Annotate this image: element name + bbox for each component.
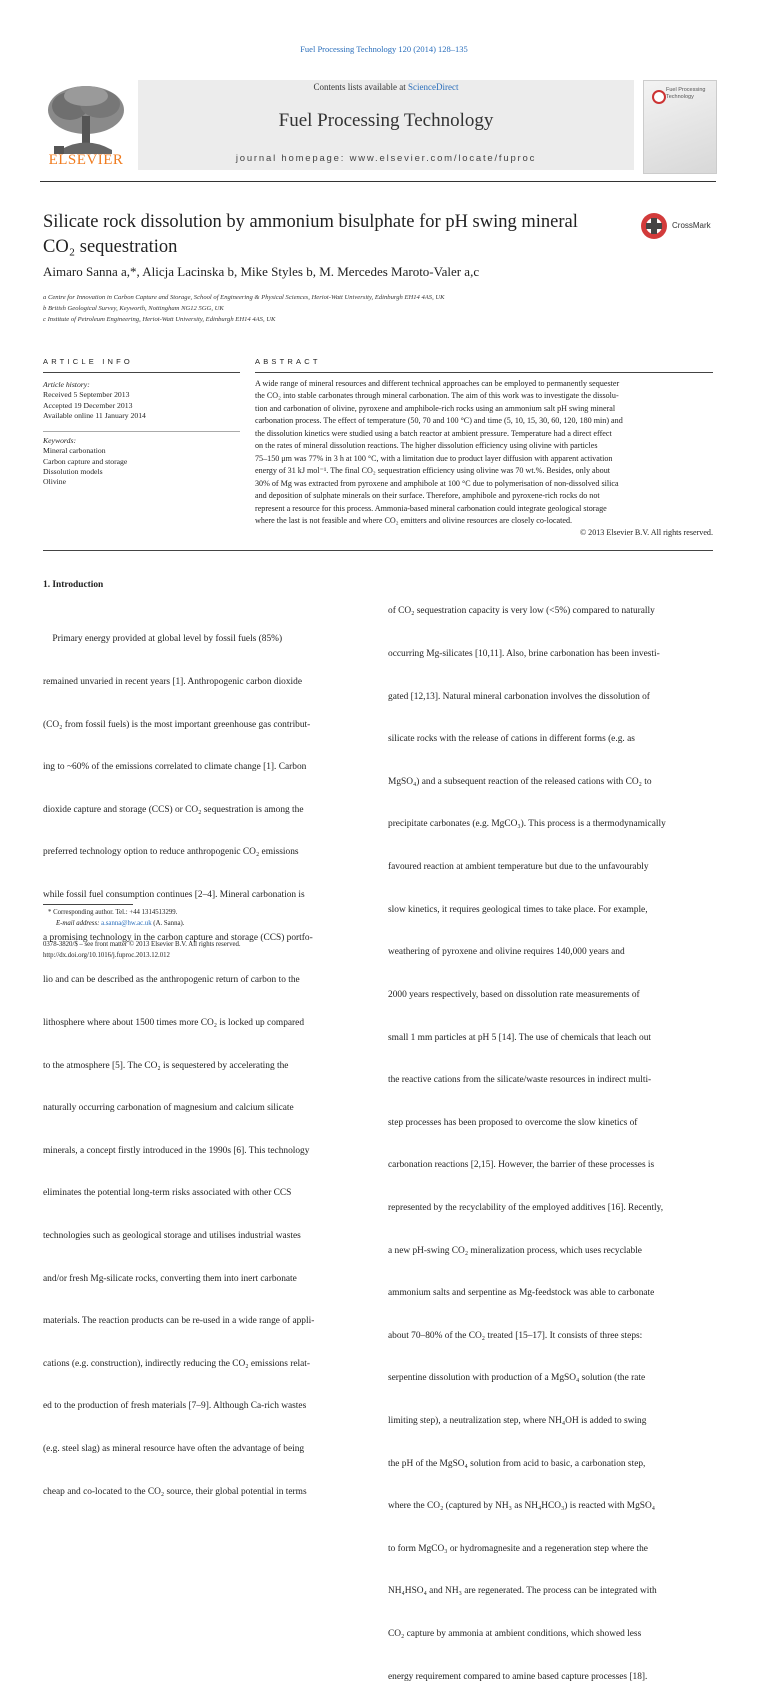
email-line: E-mail address: a.sanna@hw.ac.uk (A. Sanna). (56, 919, 185, 927)
corresponding-author: * Corresponding author. Tel.: +44 1314513299. (48, 909, 178, 916)
journal-cover-thumbnail (643, 80, 717, 174)
contents-line: Contents lists available at ScienceDirect (313, 82, 459, 92)
crossmark-label: CrossMark (672, 221, 711, 230)
journal-name: Fuel Processing Technology (278, 110, 494, 131)
header-rule (40, 181, 716, 182)
footnotes (48, 908, 368, 929)
keyword-item: Mineral carbonation (43, 446, 106, 456)
keyword-item: Carbon capture and storage (43, 456, 128, 466)
body-right-column: of CO₂ sequestration capacity is very low (<5%) compared to naturally occurring Mg-silicates [10,11]. Also, brine carbonation has been investi- gated [12,13]. Natural mineral carbonation involves the dissolution of silicate rocks with the release of cations in different forms (e.g. as MgSO₄) and a subsequent reaction of the released cations with CO₂ to precipitate carbonates (e.g. MgCO₃). This process is a thermodynamically favoured reaction at ambient temperature but due to the unfavourably slow kinetics, it requires geological times to take place. For example, weathering of pyroxene and olivine requires 140,000 years and 2000 years respectively, based on dissolution rate measurements of small 1 mm particles at pH 5 [14]. The use of chemicals that leach out the reactive cations from the silicate/waste resources in indirect multi- step processes has been proposed to overcome the slow kinetics of carbonation reactions [2,15]. However, the barrier of these processes is represented by the recyclability of the employed additives [16]. Recently, a new pH-swing CO₂ mineralization process, which uses recyclable ammonium salts and serpentine as Mg-feedstock was able to carbonate about 70–80% of the CO₂ treated [15–17]. It consists of three steps: serpentine dissolution with production of a MgSO₄ solution (the rate limiting step), a neutralization step, where NH₄OH is added to swing the pH of the MgSO₄ solution from acid to basic, a carbonation step, where the CO₂ (captured by NH₃ as NH₄HCO₃) is reacted with MgSO₄ to form MgCO₃ or hydromagnesite and a regeneration step where the NH₄HSO₄ and NH₃ are regenerated. The process can be integrated with CO₂ capture by ammonia at ambient conditions, which showed less energy requirement compared to amine based capture processes [18]. (388, 606, 666, 1682)
publisher-name: ELSEVIER (48, 152, 124, 168)
keywords-rule (43, 431, 240, 432)
keyword-item: Dissolution models (43, 466, 103, 476)
article-info-heading: ARTICLE INFO (43, 357, 133, 366)
crossmark-badge[interactable] (640, 212, 730, 242)
affiliation-c: c Institute of Petroleum Engineering, Heriot-Watt University, Edinburgh EH14 4AS, UK (43, 316, 276, 323)
body-left-column: Primary energy provided at global level by fossil fuels (85%) remained unvaried in recent years [1]. Anthropogenic carbon dioxide (CO₂ from fossil fuels) is the most important greenhouse gas contribut- ing to ~60% of the emissions correlated to climate change [1]. Carbon dioxide capture and storage (CCS) or CO₂ sequestration is among the preferred technology option to reduce anthropogenic CO₂ emissions while fossil fuel consumption continues [2–4]. Mineral carbonation is a promising technology in the carbon capture and storage (CCS) portfo- lio and can be described as the anthropogenic return of carbon to the lithosphere where about 1500 times more CO₂ is locked up compared to the atmosphere [5]. The CO₂ is sequestered by accelerating the naturally occurring carbonation of magnesium and calcium silicate minerals, a concept firstly introduced in the 1990s [6]. This technology eliminates the potential long-term risks associated with other CCS technologies such as geological storage and utilises industrial wastes and/or fresh Mg-silicate rocks, converting them into inert carbonate materials. The reaction products can be re-used in a wide range of appli- cations (e.g. construction), indirectly reducing the CO₂ emissions relat- ed to the production of fresh materials [7–9]. Although Ca-rich wastes (e.g. steel slag) as mineral resource have often the advantage of being cheap and co-located to the CO₂ source, their global potential in terms (43, 634, 315, 1497)
cover-title: Fuel Processing Technology (666, 87, 706, 100)
journal-citation[interactable]: Fuel Processing Technology 120 (2014) 128–135 (300, 44, 468, 54)
affiliation-a: a Centre for Innovation in Carbon Capture and Storage, School of Engineering & Physical Sciences, Heriot-Watt University, Edinburgh EH14 4AS, UK (43, 294, 445, 301)
copyright-line: © 2013 Elsevier B.V. All rights reserved. (579, 528, 713, 537)
section-heading: 1. Introduction (43, 580, 104, 590)
keyword-item: Olivine (43, 477, 67, 487)
affiliation-b: b British Geological Survey, Keyworth, Nottingham NG12 5GG, UK (43, 305, 224, 312)
author-list: Aimaro Sanna a,*, Alicja Lacinska b, Mike Styles b, M. Mercedes Maroto-Valer a,c (43, 264, 480, 279)
email-link[interactable]: a.sanna@hw.ac.uk (101, 919, 152, 927)
abstract-rule (255, 372, 713, 373)
doi-link[interactable]: http://dx.doi.org/10.1016/j.fuproc.2013.12.012 (43, 952, 170, 959)
abstract-bottom-rule (43, 550, 713, 551)
elsevier-logo (40, 80, 132, 172)
keywords: Keywords: Mineral carbonation Carbon capture and storage Dissolution models Olivine (43, 436, 240, 487)
affiliations (43, 292, 445, 325)
issn-line: 0378-3820/$ – see front matter © 2013 Elsevier B.V. All rights reserved. (43, 941, 241, 948)
crossmark-icon (640, 212, 668, 240)
article-info-rule (43, 372, 240, 373)
sciencedirect-link[interactable]: ScienceDirect (408, 82, 459, 92)
article-title: Silicate rock dissolution by ammonium bisulphate for pH swing mineral CO₂ sequestration (43, 212, 578, 257)
cover-logo-icon (652, 90, 666, 104)
abstract-text: A wide range of mineral resources and different technical approaches can be employed to permanently sequester the CO₂ into stable carbonates through mineral carbonation. The aim of this work was to investigate the dissolu- tion and carbonation of olivine, pyroxene and amphibole-rich rocks using an ammonium salt pH swing mineral carbonation process. The effect of temperature (50, 70 and 100 °C) and time (5, 10, 15, 30, 60, 120, 180 min) and the dissolution kinetics were studied using a batch reactor at ambient pressure. Temperature had a direct effect on the rates of mineral dissolution reactions. The higher dissolution efficiency using olivine with particles 75–150 μm was 77% in 3 h at 100 °C, with a limitation due to product layer diffusion with apparent activation energy of 31 kJ mol⁻¹. The final CO₂ sequestration efficiency using olivine was 70 wt.%. Besides, only about 30% of Mg was extracted from pyroxene and amphibole at 100 °C due to polymerisation of non-dissolved silica and deposition of sulphate minerals on their surface. Therefore, amphibole and pyroxene-rich rocks do not represent a resource for this process. Ammonia-based mineral carbonation could integrate geological storage where the last is not feasible and where CO₂ emitters and olivine resources are closely co-located. (255, 379, 623, 525)
abstract-heading: ABSTRACT (255, 357, 321, 366)
article-history: Article history: Received 5 September 2013 Accepted 19 December 2013 Available online 11 January 2014 (43, 380, 146, 420)
journal-homepage[interactable]: journal homepage: www.elsevier.com/locate/fuproc (235, 153, 537, 164)
footnote-rule (43, 904, 133, 905)
